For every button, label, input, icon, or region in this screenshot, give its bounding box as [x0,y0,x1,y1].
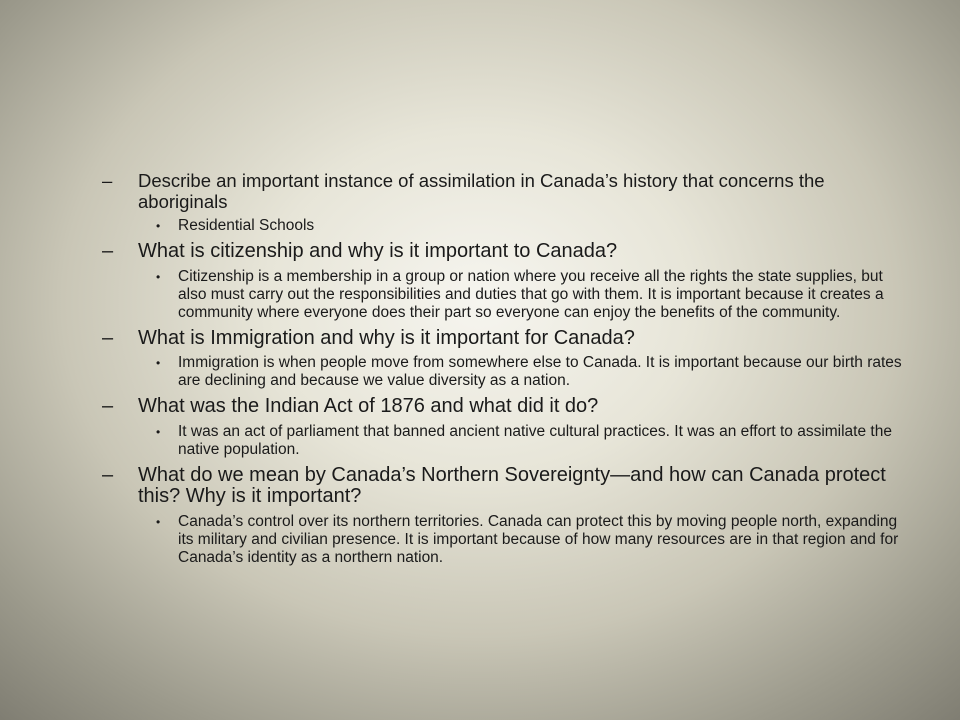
answer-indian-act [102,423,902,459]
question-text: What do we mean by Canada’s Northern Sovereignty—and how can Canada protect this? Why is it important? [138,463,886,507]
slide-content [102,171,902,567]
bullet-marker: • [156,514,161,529]
dash-marker: – [102,170,113,191]
answer-assimilation [102,217,902,235]
question-text: What was the Indian Act of 1876 and what did it do? [138,395,599,417]
answer-text: Immigration is when people move from somewhere else to Canada. It is important because our birth rates are declining and because we value diversity as a nation. [178,354,902,389]
dash-marker: – [102,326,114,349]
dash-marker: – [102,463,114,486]
dash-marker: – [102,395,114,417]
bullet-marker: • [156,219,161,233]
answer-immigration [102,354,902,390]
question-text: What is citizenship and why is it important to Canada? [138,240,618,262]
answer-citizenship [102,268,902,322]
question-text: Describe an important instance of assimilation in Canada’s history that concerns the aboriginals [138,170,825,212]
question-text: What is Immigration and why is it important for Canada? [138,326,635,349]
answer-text: Citizenship is a membership in a group or nation where you receive all the rights the state supplies, but also must carry out the responsibilities and duties that go with them. It is important because it creates a community where everyone does their part so everyone can enjoy the benefits of the community. [178,267,884,321]
bullet-marker: • [156,356,161,370]
bullet-marker: • [156,269,161,284]
question-assimilation [102,171,902,212]
question-northern-sovereignty [102,465,902,508]
answer-text: It was an act of parliament that banned ancient native cultural practices. It was an effort to assimilate the native population. [178,422,892,458]
answer-text: Canada’s control over its northern territories. Canada can protect this by moving people north, expanding its military and civilian presence. It is important because of how many resources are in that region and for Canada’s identity as a northern nation. [178,512,899,566]
dash-marker: – [102,240,114,262]
question-immigration [102,328,902,350]
question-indian-act [102,396,902,418]
answer-text: Residential Schools [178,217,315,234]
question-citizenship [102,241,902,263]
bullet-marker: • [156,424,161,439]
answer-northern-sovereignty [102,513,902,567]
